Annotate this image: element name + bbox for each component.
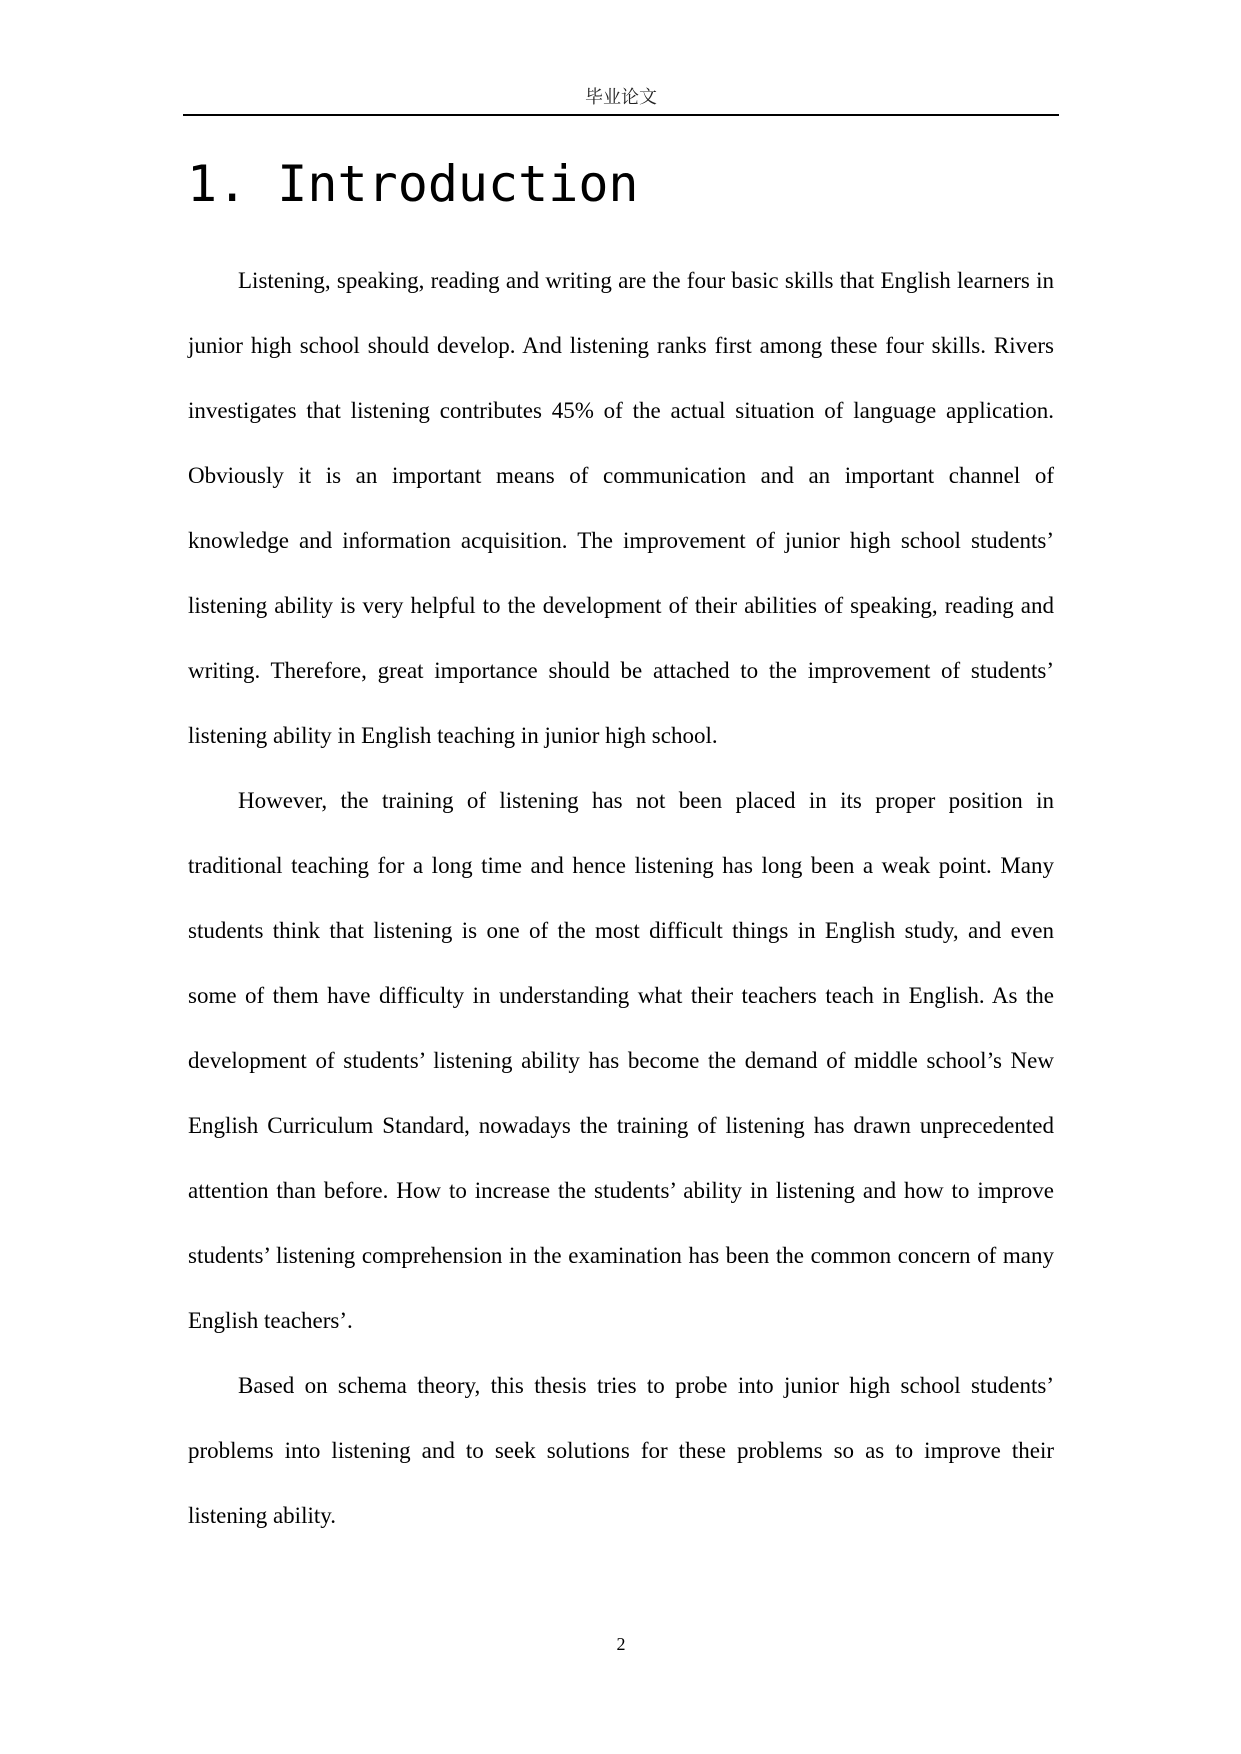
header-rule — [183, 114, 1059, 116]
page-number: 2 — [616, 1634, 626, 1654]
paragraph-2: However, the training of listening has not been placed in its proper position in traditional teaching for a long time and hence listening has long been a weak point. Many students think that listening is one of the most difficult things in English study, and even some of them have difficulty in understanding what their teachers teach in English. As the development of students’ listening ability has become the demand of middle school’s New English Curriculum Standard, nowadays the training of listening has drawn unprecedented attention than before. How to increase the students’ ability in listening and how to improve students’ listening comprehension in the examination has been the common concern of many English teachers’. — [188, 788, 1054, 1333]
body-text — [188, 248, 1054, 1548]
chapter-heading: 1. Introduction — [187, 155, 639, 213]
running-header: 毕业论文 — [585, 87, 657, 108]
paragraph-3: Based on schema theory, this thesis tries to probe into junior high school students’ problems into listening and to seek solutions for these problems so as to improve their listening ability. — [188, 1373, 1054, 1528]
paragraph-1: Listening, speaking, reading and writing are the four basic skills that English learners in junior high school should develop. And listening ranks first among these four skills. Rivers investigates that listening contributes 45% of the actual situation of language application. Obviously it is an important means of communication and an important channel of knowledge and information acquisition. The improvement of junior high school students’ listening ability is very helpful to the development of their abilities of speaking, reading and writing. Therefore, great importance should be attached to the improvement of students’ listening ability in English teaching in junior high school. — [188, 268, 1054, 748]
